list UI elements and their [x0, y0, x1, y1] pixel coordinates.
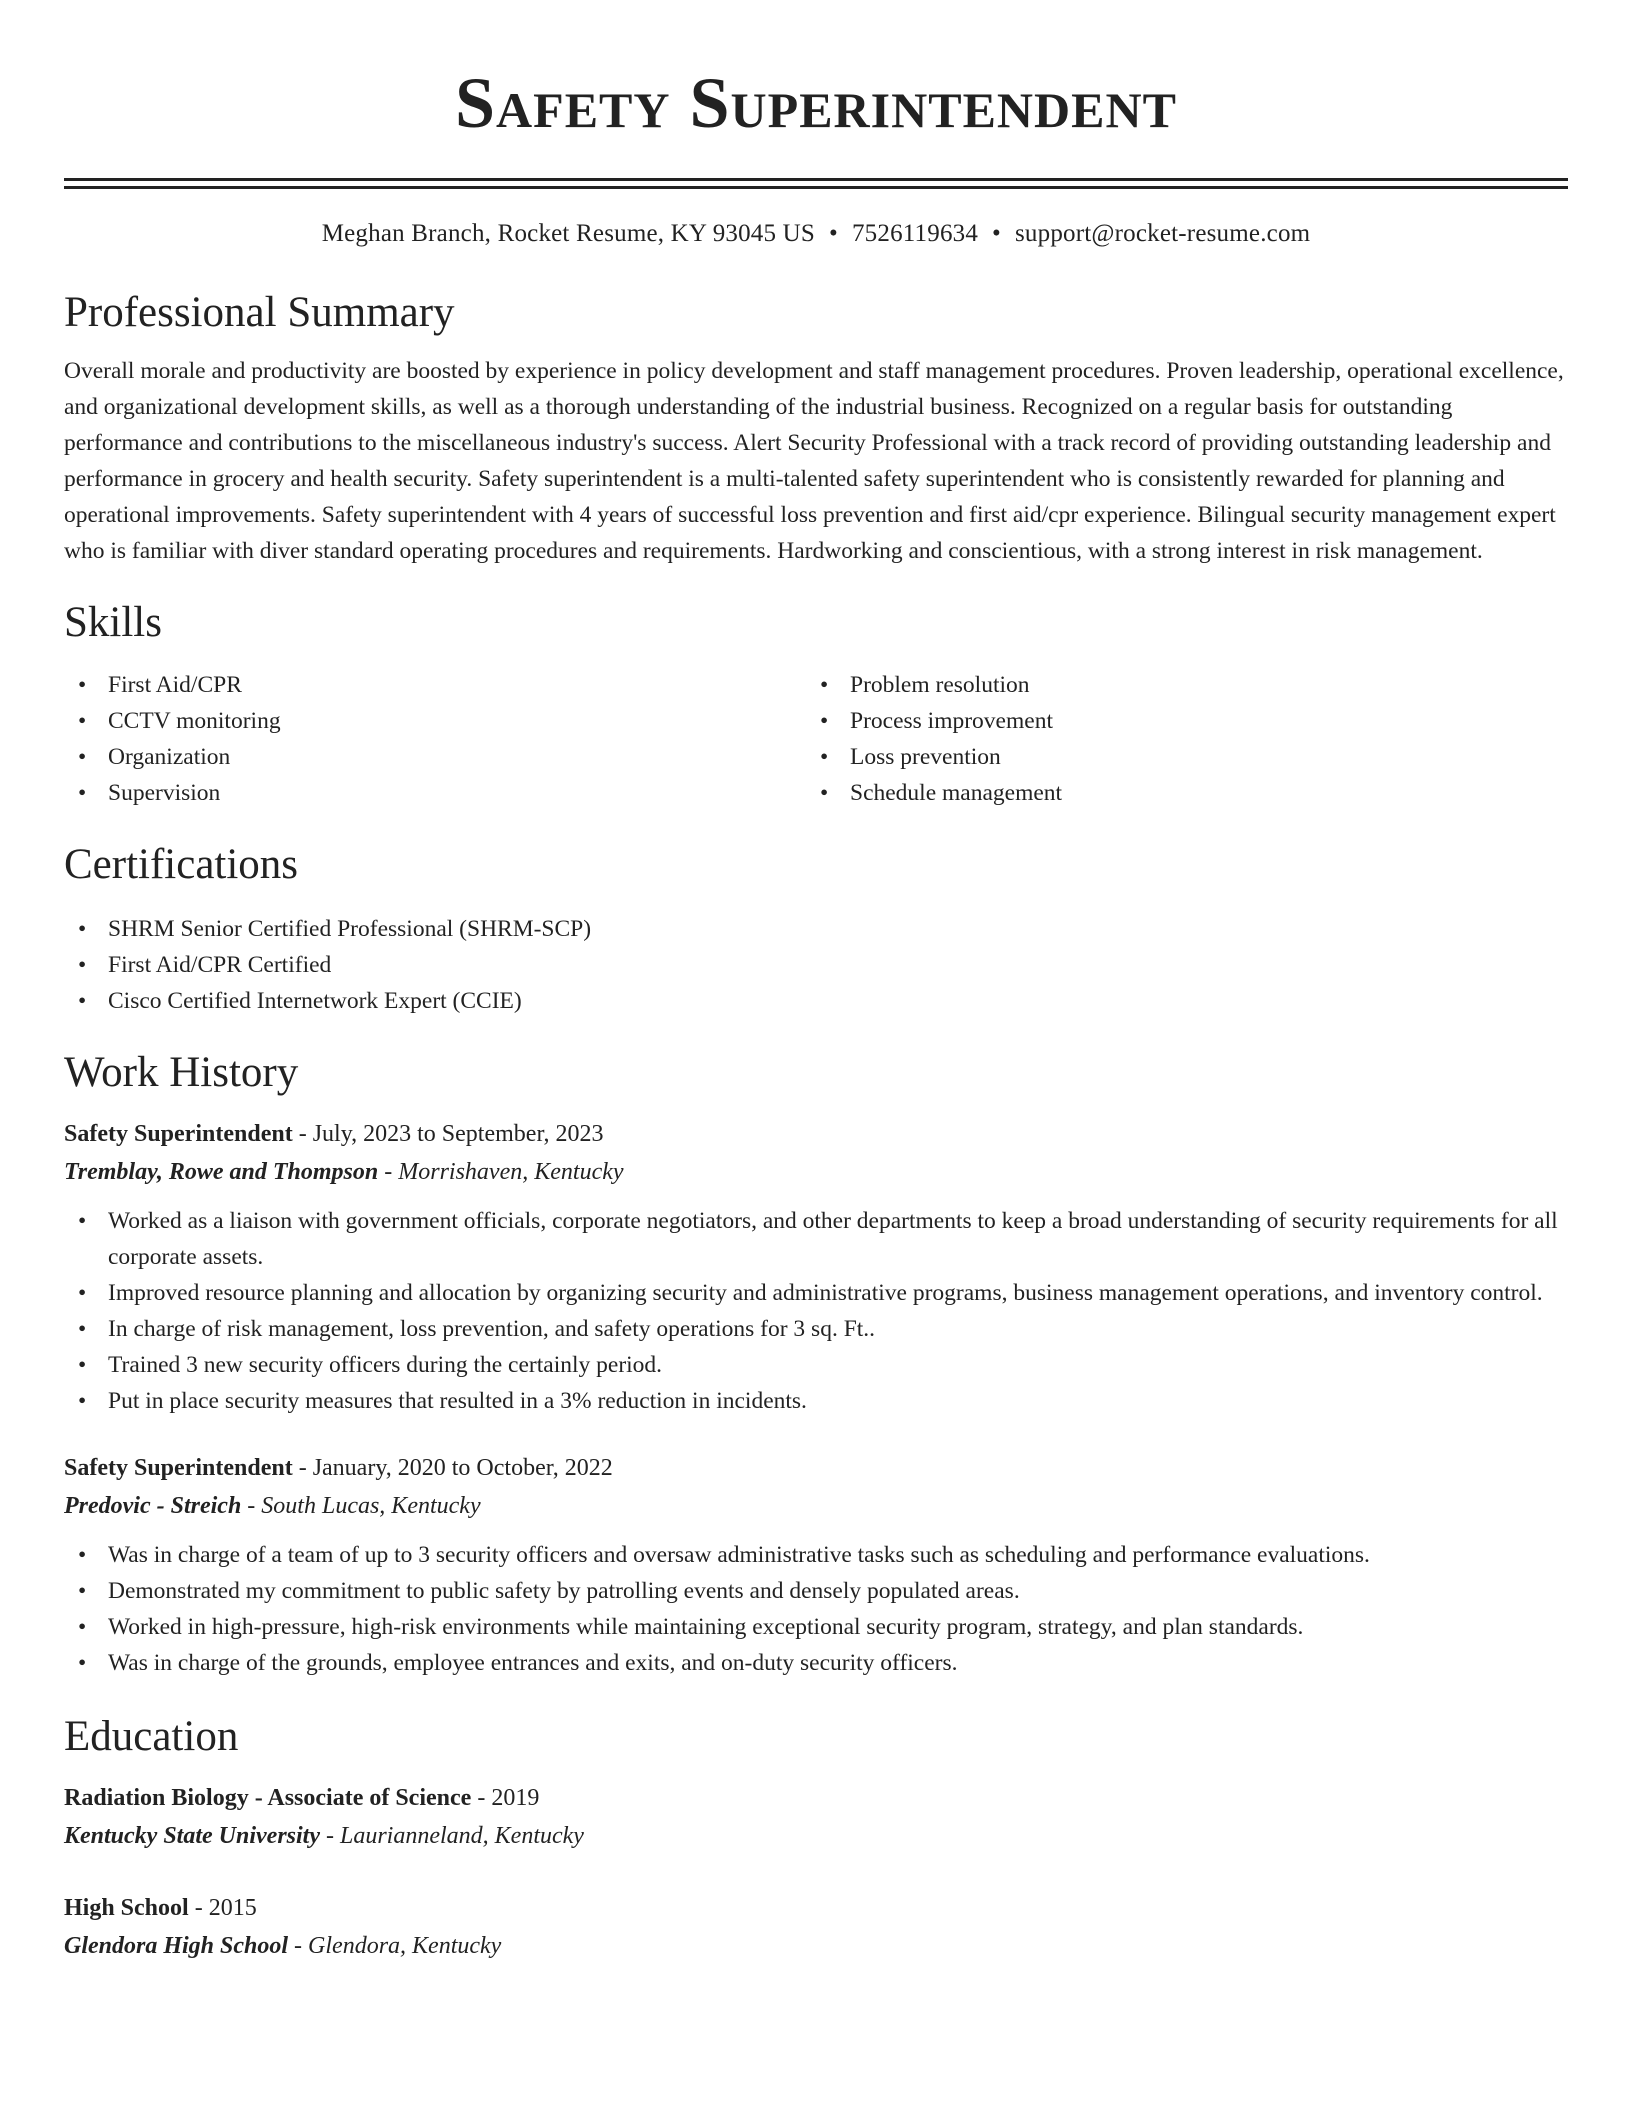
job-entry — [64, 1449, 1568, 1681]
education-location: Glendora, Kentucky — [308, 1933, 502, 1959]
job-employer: Predovic - Streich - South Lucas, Kentucky — [64, 1493, 481, 1519]
certifications-section — [64, 837, 1568, 1019]
education-entry — [64, 1889, 1568, 1965]
list-item: • Was in charge of a team of up to 3 security officers and oversaw administrative tasks such as scheduling and performance evaluations. — [64, 1537, 1568, 1573]
job-title: Safety Superintendent — [64, 1455, 293, 1481]
list-item: • Trained 3 new security officers during the certainly period. — [64, 1347, 1568, 1383]
contact-separator: • — [992, 220, 1001, 247]
certifications-heading: Certifications — [64, 841, 299, 888]
title-divider — [64, 178, 1568, 189]
list-item: • Loss prevention — [806, 739, 1548, 775]
job-title: Safety Superintendent — [64, 1121, 293, 1147]
education-degree-line: Radiation Biology - Associate of Science - 2019 — [64, 1785, 540, 1811]
page-title: Safety Superintendent — [455, 63, 1177, 143]
list-item: • Schedule management — [806, 775, 1548, 811]
education-degree: High School — [64, 1895, 189, 1921]
skills-list-right — [806, 667, 1548, 811]
job-company: Predovic - Streich — [64, 1493, 242, 1519]
summary-section — [64, 285, 1568, 569]
contact-line — [64, 217, 1568, 251]
contact-separator: • — [829, 220, 838, 247]
list-item: • In charge of risk management, loss prevention, and safety operations for 3 sq. Ft.. — [64, 1311, 1568, 1347]
job-header: Safety Superintendent - January, 2020 to October, 2022 — [64, 1455, 613, 1481]
job-location: South Lucas, Kentucky — [261, 1493, 481, 1519]
education-section — [64, 1709, 1568, 1965]
list-item: • Worked as a liaison with government officials, corporate negotiators, and other departments to keep a broad understanding of security requirements for all corporate assets. — [64, 1203, 1568, 1275]
contact-email: support@rocket-resume.com — [1015, 220, 1311, 247]
summary-text: Overall morale and productivity are boosted by experience in policy development and staff management procedures. Proven leadership, operational excellence, and organizational development skills, as well as a thorough understanding of the industrial business. Recognized on a regular basis for outstanding performance and contributions to the miscellaneous industry's success. Alert Security Professional with a track record of providing outstanding leadership and performance in grocery and health security. Safety superintendent is a multi-talented safety superintendent who is consistently rewarded for planning and operational improvements. Safety superintendent with 4 years of successful loss prevention and first aid/cpr experience. Bilingual security management expert who is familiar with diver standard operating procedures and requirements. Hardworking and conscientious, with a strong interest in risk management. — [64, 358, 1564, 564]
work-history-heading: Work History — [64, 1049, 299, 1096]
job-entry — [64, 1115, 1568, 1419]
job-employer: Tremblay, Rowe and Thompson - Morrishaven, Kentucky — [64, 1159, 624, 1185]
list-item: • SHRM Senior Certified Professional (SHRM-SCP) — [64, 911, 1568, 947]
education-degree-line: High School - 2015 — [64, 1895, 257, 1921]
list-item: • Problem resolution — [806, 667, 1548, 703]
list-item: • Worked in high-pressure, high-risk environments while maintaining exceptional security program, strategy, and plan standards. — [64, 1609, 1568, 1645]
education-school-line: Kentucky State University - Laurianneland, Kentucky — [64, 1823, 584, 1849]
education-entry — [64, 1779, 1568, 1855]
job-company: Tremblay, Rowe and Thompson — [64, 1159, 379, 1185]
education-degree: Radiation Biology - Associate of Science — [64, 1785, 472, 1811]
job-bullets — [64, 1203, 1568, 1419]
list-item: • Supervision — [64, 775, 806, 811]
list-item: • First Aid/CPR — [64, 667, 806, 703]
skills-grid — [64, 667, 1568, 811]
contact-phone: 7526119634 — [851, 220, 979, 247]
list-item: • Process improvement — [806, 703, 1548, 739]
list-item: • Was in charge of the grounds, employee entrances and exits, and on-duty security officers. — [64, 1645, 1568, 1681]
education-year: 2019 — [491, 1785, 540, 1811]
list-item: • First Aid/CPR Certified — [64, 947, 1568, 983]
job-header: Safety Superintendent - July, 2023 to September, 2023 — [64, 1121, 604, 1147]
job-dates: January, 2020 to October, 2022 — [312, 1455, 613, 1481]
education-year: 2015 — [208, 1895, 257, 1921]
certifications-list — [64, 911, 1568, 1019]
skills-section — [64, 595, 1568, 811]
job-dates: July, 2023 to September, 2023 — [312, 1121, 604, 1147]
list-item: • CCTV monitoring — [64, 703, 806, 739]
education-school: Glendora High School — [64, 1933, 289, 1959]
education-school: Kentucky State University — [64, 1823, 320, 1849]
summary-heading: Professional Summary — [64, 289, 455, 336]
contact-address: Meghan Branch, Rocket Resume, KY 93045 US — [321, 220, 816, 247]
education-school-line: Glendora High School - Glendora, Kentucky — [64, 1933, 502, 1959]
education-location: Laurianneland, Kentucky — [339, 1823, 584, 1849]
list-item: • Cisco Certified Internetwork Expert (CCIE) — [64, 983, 1568, 1019]
education-heading: Education — [64, 1713, 239, 1760]
list-item: • Organization — [64, 739, 806, 775]
skills-heading: Skills — [64, 599, 162, 646]
job-location: Morrishaven, Kentucky — [398, 1159, 624, 1185]
skills-list-left — [64, 667, 806, 811]
job-bullets — [64, 1537, 1568, 1681]
list-item: • Demonstrated my commitment to public safety by patrolling events and densely populated areas. — [64, 1573, 1568, 1609]
work-history-section — [64, 1045, 1568, 1681]
list-item: • Improved resource planning and allocation by organizing security and administrative programs, business management operations, and inventory control. — [64, 1275, 1568, 1311]
list-item: • Put in place security measures that resulted in a 3% reduction in incidents. — [64, 1383, 1568, 1419]
